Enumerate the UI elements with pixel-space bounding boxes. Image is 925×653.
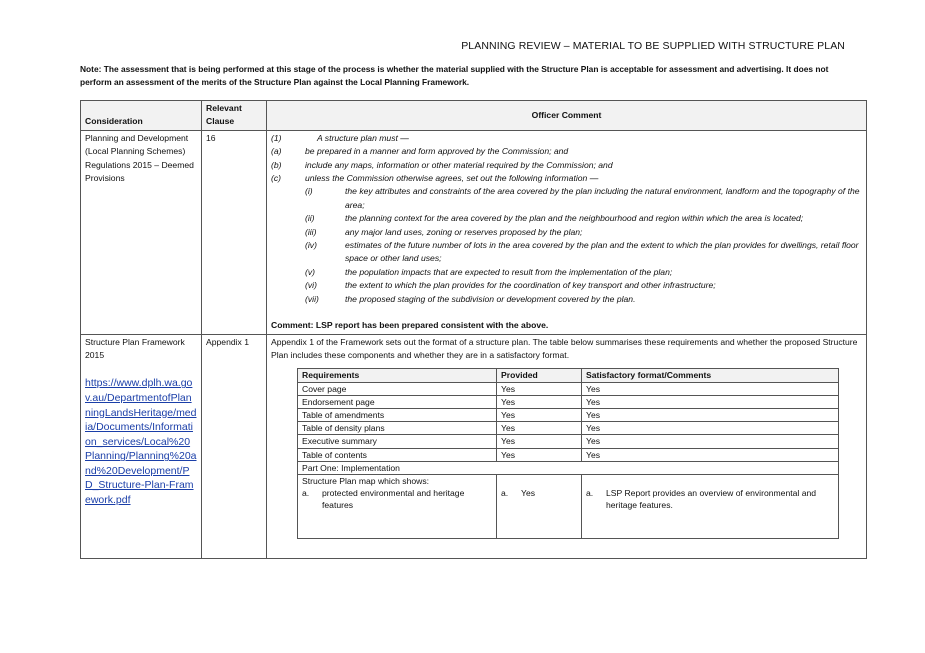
list-item bbox=[271, 172, 862, 185]
item-text: be prepared in a manner and form approved by the Commission; and bbox=[305, 146, 569, 157]
map-comment-text: LSP Report provides an overview of environmental and heritage features. bbox=[606, 487, 817, 511]
table-row bbox=[298, 395, 839, 408]
page-header: PLANNING REVIEW – MATERIAL TO BE SUPPLIED WITH STRUCTURE PLAN bbox=[461, 40, 845, 52]
table-row bbox=[298, 448, 839, 461]
subitem-text: the planning context for the area covered by the plan and the neighbourhood and region within which the area is located; bbox=[345, 213, 804, 224]
map-comment-cell bbox=[582, 474, 839, 538]
item-text: unless the Commission otherwise agrees, set out the following information — bbox=[305, 173, 599, 184]
table-row bbox=[298, 474, 839, 538]
subitem-number: (iii) bbox=[305, 226, 317, 237]
sub-list-item bbox=[271, 185, 862, 212]
map-provided-text: Yes bbox=[521, 487, 536, 498]
map-item-letter: a. bbox=[302, 488, 310, 499]
table-row bbox=[298, 408, 839, 421]
intro-number: (1) bbox=[271, 132, 282, 143]
item-number: (c) bbox=[271, 173, 282, 184]
row2-intro: Appendix 1 of the Framework sets out the format of a structure plan. The table below summarises these requirements and whether the proposed Structure Plan includes these components and whether they are in a satisfactory format. bbox=[271, 336, 858, 360]
provided-cell: Yes bbox=[497, 435, 582, 448]
item-text: include any maps, information or other material required by the Commission; and bbox=[305, 159, 613, 170]
subitem-number: (v) bbox=[305, 266, 316, 277]
list-item bbox=[271, 159, 862, 172]
header-officer-comment: Officer Comment bbox=[267, 101, 867, 131]
satisfactory-cell: Yes bbox=[582, 435, 839, 448]
sub-list-item bbox=[271, 239, 862, 266]
satisfactory-cell: Yes bbox=[582, 408, 839, 421]
requirements-table bbox=[297, 368, 839, 539]
map-provided bbox=[501, 487, 577, 499]
provided-cell: Yes bbox=[497, 408, 582, 421]
requirement-cell: Cover page bbox=[298, 382, 497, 395]
table-row bbox=[81, 334, 867, 558]
map-item-text: protected environmental and heritage features bbox=[322, 488, 465, 511]
header-requirements: Requirements bbox=[298, 369, 497, 382]
requirement-cell: Table of contents bbox=[298, 448, 497, 461]
table-row bbox=[298, 422, 839, 435]
section-row bbox=[298, 461, 839, 474]
section-heading: Part One: Implementation bbox=[298, 461, 839, 474]
subitem-text: the key attributes and constraints of the area covered by the plan including the natural environment, landform and the topography of the area; bbox=[345, 186, 860, 210]
row1-clause: 16 bbox=[202, 130, 267, 334]
header-satisfactory: Satisfactory format/Comments bbox=[582, 369, 839, 382]
framework-link[interactable]: https://www.dplh.wa.gov.au/DepartmentofPlanningLandsHeritage/media/Documents/Information_services/Local%20Planning/Planning%20and%20Development/PD_Structure-Plan-Framework.pdf bbox=[85, 377, 197, 507]
sub-list-item bbox=[271, 266, 862, 279]
subitem-text: the population impacts that are expected to result from the implementation of the plan; bbox=[345, 266, 673, 277]
list-item bbox=[271, 145, 862, 158]
header-clause: Relevant Clause bbox=[202, 101, 267, 131]
requirement-cell: Table of amendments bbox=[298, 408, 497, 421]
subitem-number: (iv) bbox=[305, 240, 317, 251]
item-number: (a) bbox=[271, 146, 282, 157]
table-header-row bbox=[81, 101, 867, 131]
requirement-cell: Endorsement page bbox=[298, 395, 497, 408]
table-row bbox=[81, 130, 867, 334]
intro-text: A structure plan must — bbox=[317, 132, 409, 143]
map-title: Structure Plan map which shows: bbox=[302, 475, 430, 486]
subitem-text: the proposed staging of the subdivision or development covered by the plan. bbox=[345, 293, 636, 304]
provided-cell: Yes bbox=[497, 395, 582, 408]
table-row bbox=[298, 435, 839, 448]
table-row bbox=[298, 382, 839, 395]
subitem-number: (vii) bbox=[305, 293, 319, 304]
row2-clause: Appendix 1 bbox=[202, 334, 267, 558]
subitem-text: estimates of the future number of lots in the area covered by the plan and the extent to which the plan provides for dwellings, retail floor space or other land uses; bbox=[345, 240, 859, 264]
intro-line bbox=[271, 132, 862, 145]
subitem-text: any major land uses, zoning or reserves proposed by the plan; bbox=[345, 226, 583, 237]
row1-comment-cell bbox=[267, 130, 867, 334]
requirement-cell: Executive summary bbox=[298, 435, 497, 448]
map-provided-cell bbox=[497, 474, 582, 538]
sub-list-item bbox=[271, 212, 862, 225]
subitem-text: the extent to which the plan provides for the coordination of key transport and other infrastructure; bbox=[345, 280, 716, 291]
provided-cell: Yes bbox=[497, 382, 582, 395]
item-number: (b) bbox=[271, 159, 282, 170]
sub-list-item bbox=[271, 226, 862, 239]
provided-cell: Yes bbox=[497, 422, 582, 435]
map-item bbox=[302, 487, 492, 511]
subitem-number: (vi) bbox=[305, 280, 317, 291]
satisfactory-cell: Yes bbox=[582, 448, 839, 461]
sub-list-item bbox=[271, 293, 862, 306]
assessment-note: Note: The assessment that is being performed at this stage of the process is whether the material supplied with the Structure Plan is acceptable for assessment and advertising. It does not perform an assessment of the merits of the Structure Plan against the Local Planning Framework. bbox=[80, 64, 829, 87]
row2-comment-cell bbox=[267, 334, 867, 558]
map-comment-letter: a. bbox=[586, 487, 594, 498]
review-table bbox=[80, 100, 867, 559]
subitem-number: (i) bbox=[305, 186, 313, 197]
officer-comment: Comment: LSP report has been prepared consistent with the above. bbox=[271, 320, 549, 331]
map-provided-letter: a. bbox=[501, 487, 509, 498]
provided-cell: Yes bbox=[497, 448, 582, 461]
row2-consideration-cell bbox=[81, 334, 202, 558]
map-requirement-cell bbox=[298, 474, 497, 538]
requirement-cell: Table of density plans bbox=[298, 422, 497, 435]
subitem-number: (ii) bbox=[305, 213, 315, 224]
row2-consideration: Structure Plan Framework 2015 bbox=[85, 336, 185, 360]
sub-list-item bbox=[271, 279, 862, 292]
requirements-header-row bbox=[298, 369, 839, 382]
header-consideration: Consideration bbox=[81, 101, 202, 131]
satisfactory-cell: Yes bbox=[582, 382, 839, 395]
row1-consideration: Planning and Development (Local Planning Schemes) Regulations 2015 – Deemed Provisions bbox=[81, 130, 202, 334]
map-comment bbox=[586, 487, 834, 511]
satisfactory-cell: Yes bbox=[582, 422, 839, 435]
header-provided: Provided bbox=[497, 369, 582, 382]
satisfactory-cell: Yes bbox=[582, 395, 839, 408]
